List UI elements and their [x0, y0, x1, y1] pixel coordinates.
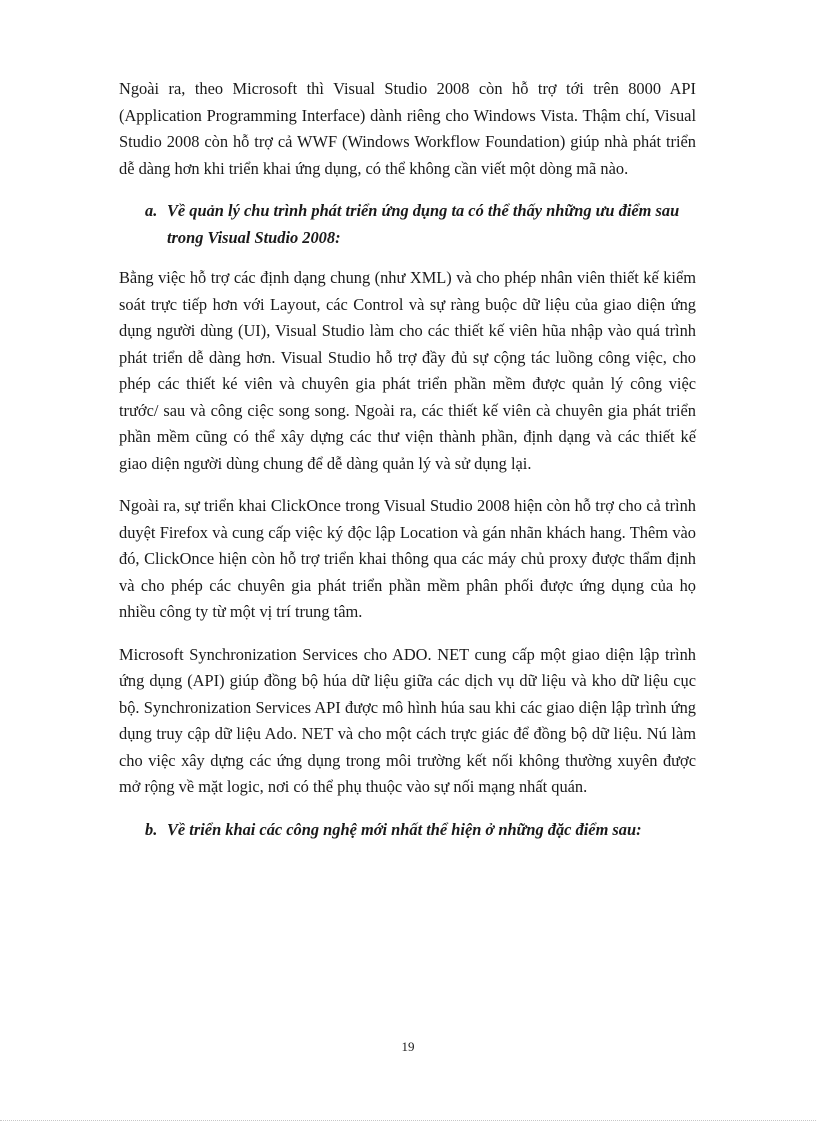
heading-a-text: Về quản lý chu trình phát triển ứng dụng ta có thể thấy những ưu điểm sau trong Visual Studio 2008:: [167, 201, 680, 247]
page-bottom-border: [0, 1120, 816, 1121]
page-body: [119, 76, 696, 857]
heading-b-text: Về triển khai các công nghệ mới nhất thể hiện ở những đặc điểm sau:: [167, 819, 642, 839]
heading-a: [119, 198, 696, 251]
paragraph-intro: Ngoài ra, theo Microsoft thì Visual Studio 2008 còn hỗ trợ tới trên 8000 API (Application Programming Interface) dành riêng cho Windows Vista. Thậm chí, Visual Studio 2008 còn hỗ trợ cả WWF (Windows Workflow Foundation) giúp nhà phát triển dễ dàng hơn khi triển khai ứng dụng, có thể không cần viết một dòng mã nào.: [119, 79, 696, 178]
page-number: 19: [401, 1039, 415, 1054]
heading-a-marker: a.: [145, 201, 158, 220]
paragraph-design: Bằng việc hỗ trợ các định dạng chung (như XML) và cho phép nhân viên thiết kế kiểm soát trực tiếp hơn với Layout, các Control và sự ràng buộc dữ liệu của giao diện ứng dụng người dùng (UI), Visual Studio làm cho các thiết kế viên hũa nhập vào quá trình phát triển dễ dàng hơn. Visual Studio hỗ trợ đầy đủ sự cộng tác luồng công việc, cho phép các thiết ké viên và chuyên gia phát triển phần mềm được quản lý công việc trước/ sau và công ciệc song song. Ngoài ra, các thiết kế viên cà chuyên gia phát triển phần mềm cũng có thể xây dựng các thư viện thành phần, định dạng và các thiết kế giao diện người dùng chung để dễ dàng quản lý và sử dụng lại.: [119, 268, 696, 473]
paragraph-sync-services: Microsoft Synchronization Services cho ADO. NET cung cấp một giao diện lập trình ứng dụng (API) giúp đồng bộ húa dữ liệu giữa các dịch vụ dữ liệu và kho dữ liệu cục bộ. Synchronization Services API được mô hình húa sau khi các giao diện lập trình ứng dụng truy cập dữ liệu Ado. NET và cho một cách trực giác để đồng bộ dữ liệu. Nú làm cho việc xây dựng các ứng dụng trong môi trường kết nối không thường xuyên được mở rộng về mặt logic, nơi có thể phụ thuộc vào sự nối mạng nhất quán.: [119, 644, 696, 796]
heading-b: [119, 817, 696, 844]
heading-b-marker: b.: [145, 819, 158, 839]
paragraph-clickonce: Ngoài ra, sự triển khai ClickOnce trong Visual Studio 2008 hiện còn hỗ trợ cho cả trình duyệt Firefox và cung cấp việc ký độc lập Location và gán nhãn khách hang. Thêm vào đó, ClickOnce hiện còn hỗ trợ triển khai thông qua các máy chủ proxy được thẩm định và cho phép các chuyên gia phát triển phần mềm phân phối được ứng dụng của họ nhiều công ty từ một vị trí trung tâm.: [119, 496, 696, 621]
